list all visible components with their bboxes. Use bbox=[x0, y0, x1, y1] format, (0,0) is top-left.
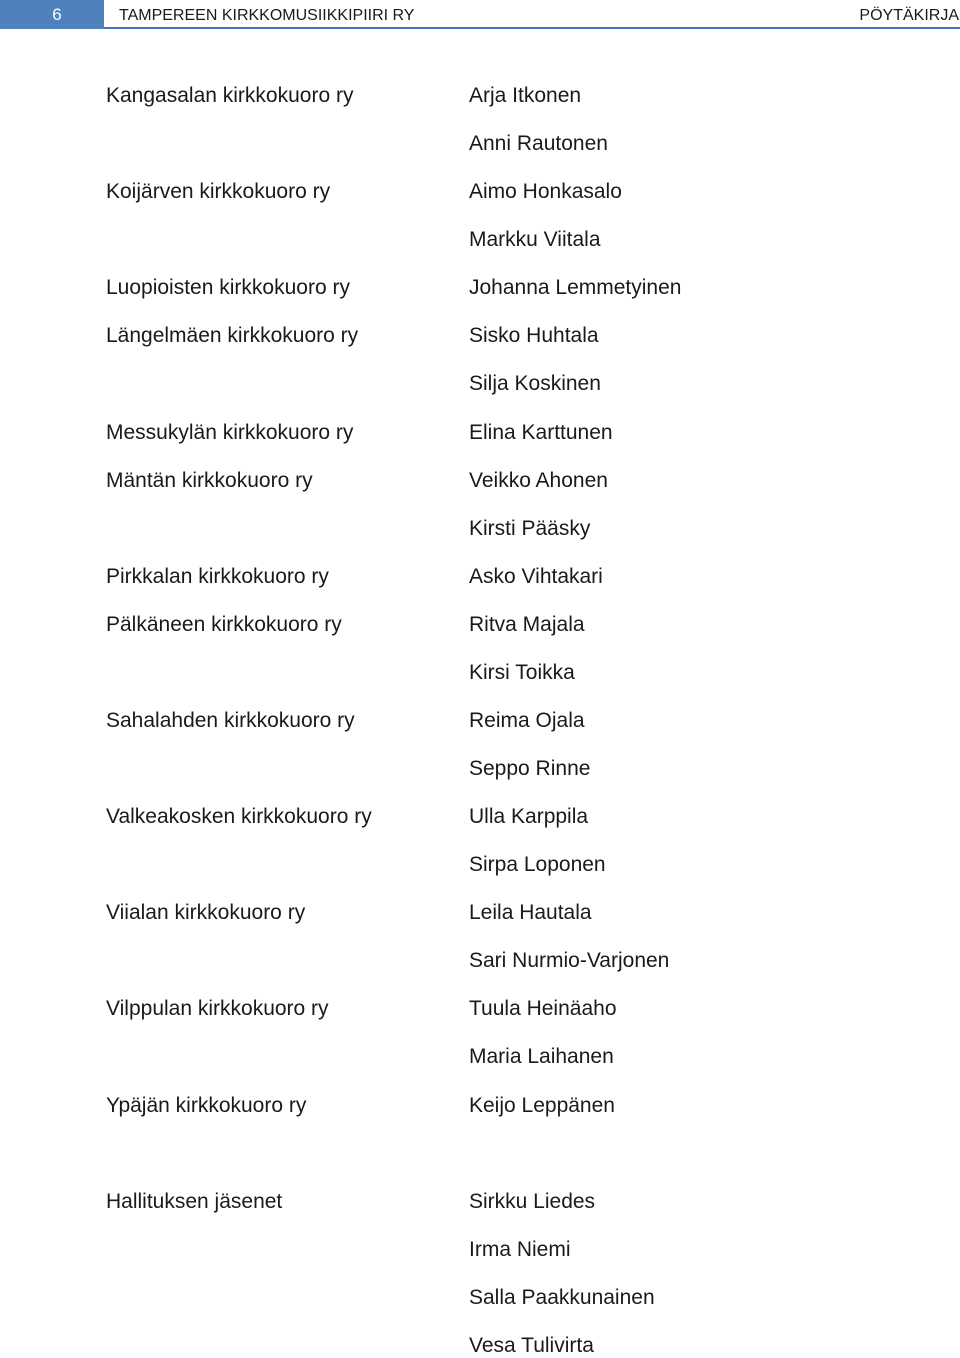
choir-name: Vilppulan kirkkokuoro ry bbox=[106, 997, 329, 1020]
person-name: Asko Vihtakari bbox=[469, 565, 603, 588]
choir-name: Valkeakosken kirkkokuoro ry bbox=[106, 805, 372, 828]
person-name: Sirpa Loponen bbox=[469, 853, 606, 876]
person-name: Keijo Leppänen bbox=[469, 1094, 615, 1117]
person-name: Reima Ojala bbox=[469, 709, 585, 732]
choir-name: Ypäjän kirkkokuoro ry bbox=[106, 1094, 307, 1117]
person-name: Sisko Huhtala bbox=[469, 324, 599, 347]
board-member: Vesa Tulivirta bbox=[469, 1334, 594, 1357]
person-name: Johanna Lemmetyinen bbox=[469, 276, 682, 299]
choir-name: Pälkäneen kirkkokuoro ry bbox=[106, 613, 342, 636]
person-name: Maria Laihanen bbox=[469, 1045, 614, 1068]
person-name: Markku Viitala bbox=[469, 228, 601, 251]
person-name: Veikko Ahonen bbox=[469, 469, 608, 492]
choir-name: Sahalahden kirkkokuoro ry bbox=[106, 709, 355, 732]
person-name: Tuula Heinäaho bbox=[469, 997, 617, 1020]
person-name: Ulla Karppila bbox=[469, 805, 589, 828]
board-member: Salla Paakkunainen bbox=[469, 1286, 655, 1309]
board-member: Irma Niemi bbox=[469, 1238, 571, 1261]
page-header bbox=[0, 0, 960, 29]
person-name: Arja Itkonen bbox=[469, 84, 582, 107]
person-name: Kirsi Toikka bbox=[469, 661, 575, 684]
person-name: Ritva Majala bbox=[469, 613, 585, 636]
header-title: TAMPEREEN KIRKKOMUSIIKKIPIIRI RY bbox=[119, 7, 415, 24]
choir-name: Kangasalan kirkkokuoro ry bbox=[106, 84, 354, 107]
board-label: Hallituksen jäsenet bbox=[106, 1190, 283, 1213]
person-name: Sari Nurmio-Varjonen bbox=[469, 949, 670, 972]
person-name: Leila Hautala bbox=[469, 901, 592, 924]
choir-name: Messukylän kirkkokuoro ry bbox=[106, 421, 354, 444]
choir-name: Mäntän kirkkokuoro ry bbox=[106, 469, 313, 492]
person-name: Seppo Rinne bbox=[469, 757, 591, 780]
choir-name: Viialan kirkkokuoro ry bbox=[106, 901, 306, 924]
choir-name: Koijärven kirkkokuoro ry bbox=[106, 180, 331, 203]
person-name: Aimo Honkasalo bbox=[469, 180, 622, 203]
document-type: PÖYTÄKIRJA bbox=[859, 7, 959, 24]
choir-name: Luopioisten kirkkokuoro ry bbox=[106, 276, 350, 299]
choir-name: Längelmäen kirkkokuoro ry bbox=[106, 324, 359, 347]
person-name: Silja Koskinen bbox=[469, 372, 601, 395]
choir-name: Pirkkalan kirkkokuoro ry bbox=[106, 565, 329, 588]
board-member: Sirkku Liedes bbox=[469, 1190, 596, 1213]
page-number: 6 bbox=[0, 0, 104, 29]
person-name: Elina Karttunen bbox=[469, 421, 613, 444]
person-name: Anni Rautonen bbox=[469, 132, 608, 155]
person-name: Kirsti Pääsky bbox=[469, 517, 591, 540]
